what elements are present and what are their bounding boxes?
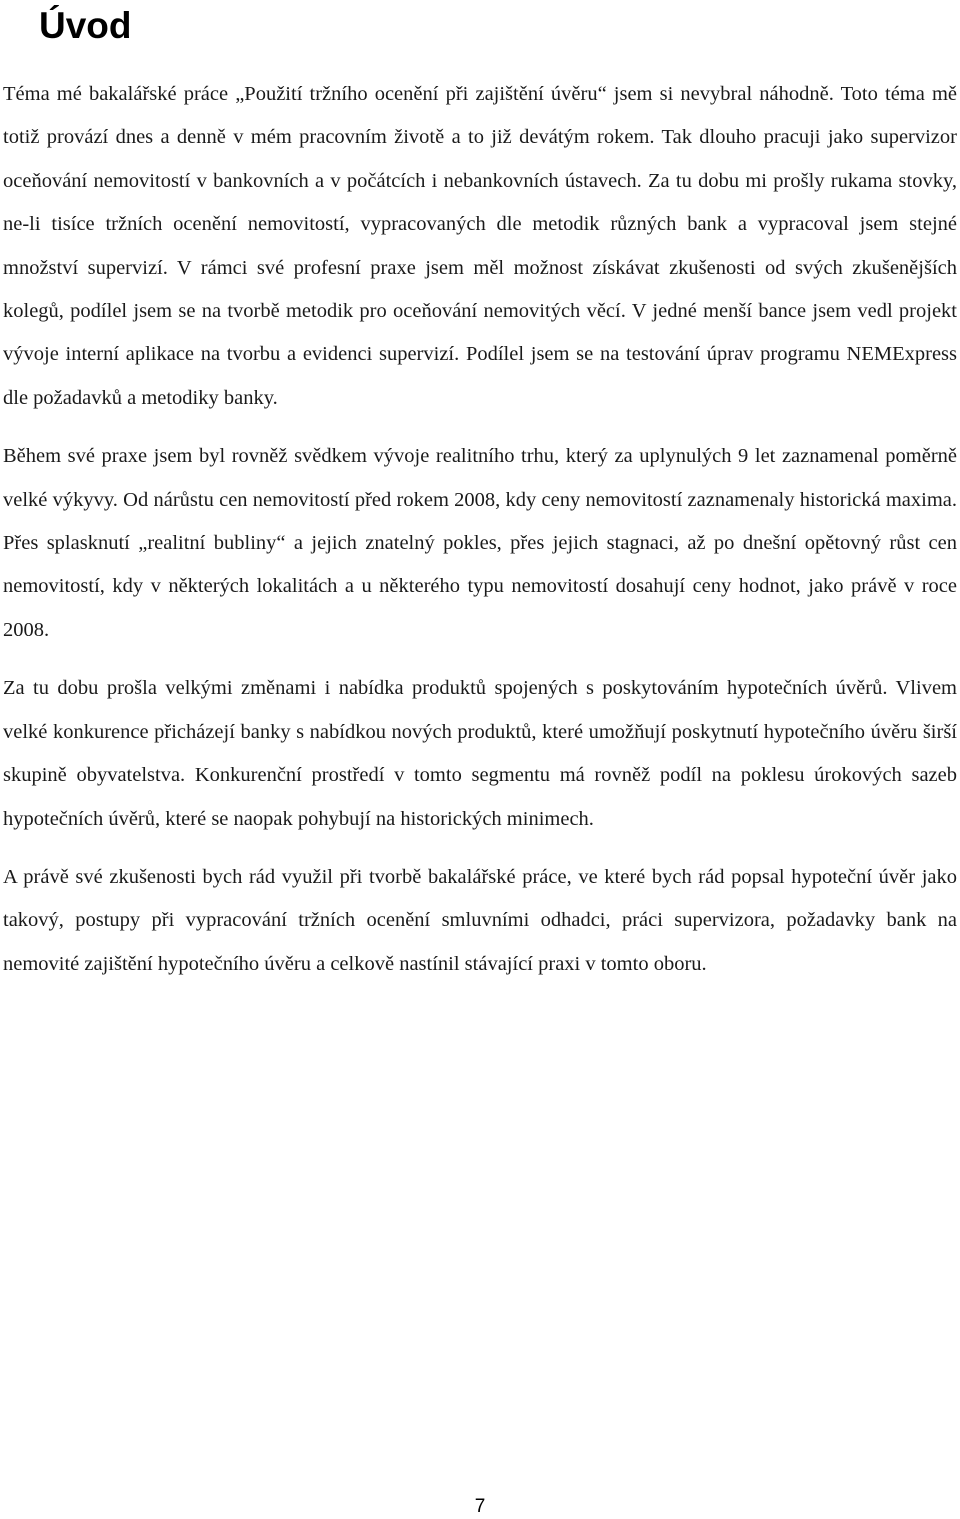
- paragraph-3: Za tu dobu prošla velkými změnami i nabídka produktů spojených s poskytováním hypotečních úvěrů. Vlivem velké konkurence přicházejí banky s nabídkou nových produktů, které umožňují poskytnutí hypotečního úvěru širší skupině obyvatelstva. Konkurenční prostředí v tomto segmentu má rovněž podíl na poklesu úrokových sazeb hypotečních úvěrů, které se naopak pohybují na historických minimech.: [3, 677, 957, 830]
- page-heading: Úvod: [39, 5, 132, 46]
- paragraph-4: A právě své zkušenosti bych rád využil při tvorbě bakalářské práce, ve které bych rád popsal hypoteční úvěr jako takový, postupy při vypracování tržních ocenění smluvními odhadci, práci supervizora, požadavky bank na nemovité zajištění hypotečního úvěru a celkově nastínil stávající praxi v tomto oboru.: [3, 865, 957, 975]
- paragraph-2: Během své praxe jsem byl rovněž svědkem vývoje realitního trhu, který za uplynulých 9 let zaznamenal poměrně velké výkyvy. Od nárůstu cen nemovitostí před rokem 2008, kdy ceny nemovitostí zaznamenaly historická maxima. Přes splasknutí „realitní bubliny“ a jejich znatelný pokles, přes jejich stagnaci, až po dnešní opětovný růst cen nemovitostí, kdy v některých lokalitách a u některého typu nemovitostí dosahují ceny hodnot, jako právě v roce 2008.: [3, 445, 957, 641]
- body-text: [3, 73, 957, 1001]
- page-number: 7: [474, 1496, 486, 1517]
- paragraph-1: Téma mé bakalářské práce „Použití tržního ocenění při zajištění úvěru“ jsem si nevybral náhodně. Toto téma mě totiž provází dnes a denně v mém pracovním životě a to již devátým rokem. Tak dlouho pracuji jako supervizor oceňování nemovitostí v bankovních a v počátcích i nebankovních ústavech. Za tu dobu mi prošly rukama stovky, ne-li tisíce tržních ocenění nemovitostí, vypracovaných dle metodik různých bank a vypracoval jsem stejné množství supervizí. V rámci své profesní praxe jsem měl možnost získávat zkušenosti od svých zkušenějších kolegů, podílel jsem se na tvorbě metodik pro oceňování nemovitých věcí. V jedné menší bance jsem vedl projekt vývoje interní aplikace na tvorbu a evidenci supervizí. Podílel jsem se na testování úprav programu NEMExpress dle požadavků a metodiky banky.: [3, 83, 957, 409]
